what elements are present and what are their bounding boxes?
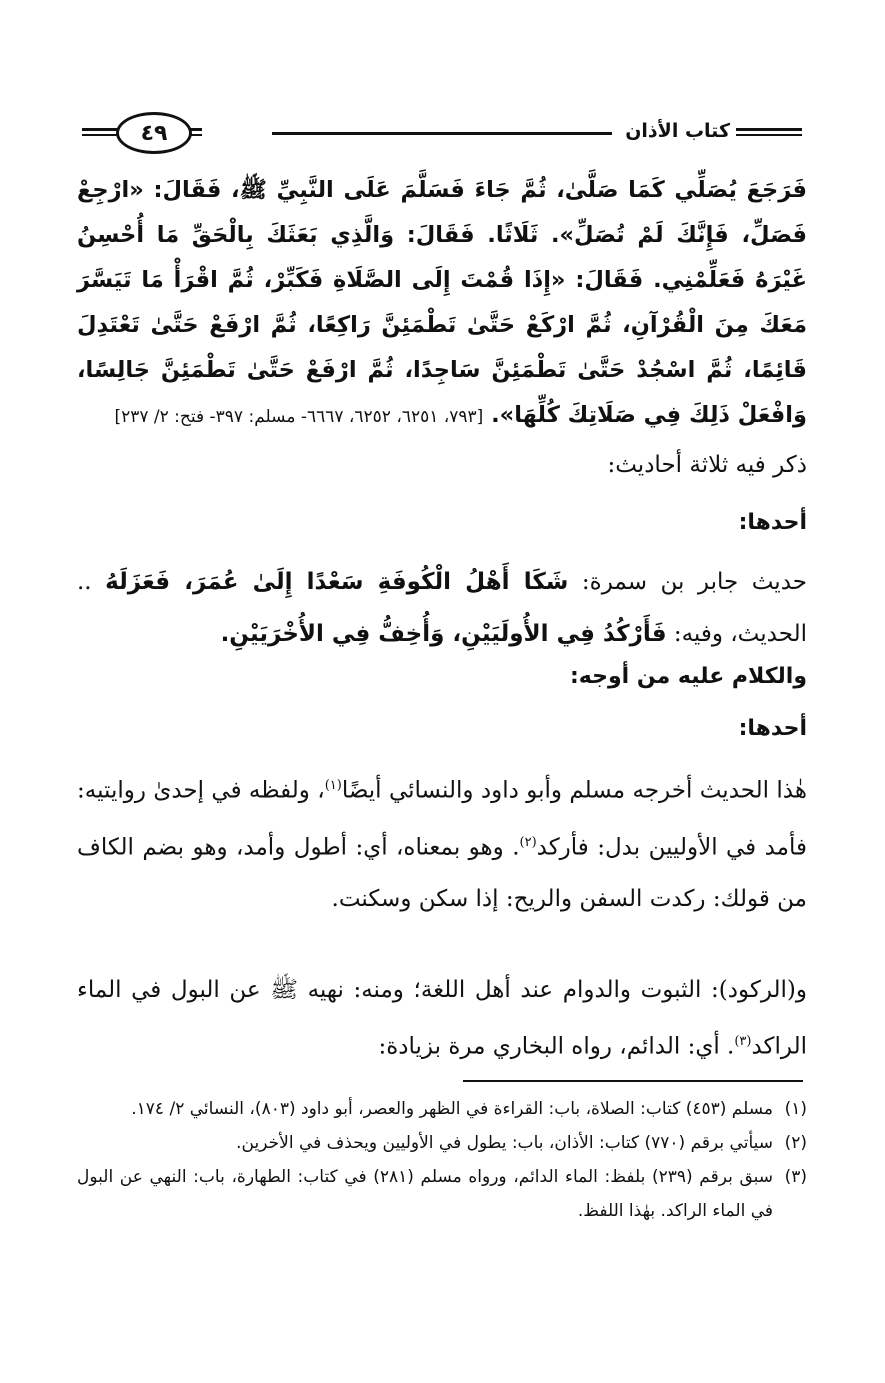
footnote-number: (٢) [784, 1133, 807, 1153]
footnote-item [77, 1126, 807, 1160]
footnote-text: سبق برقم (٢٣٩) بلفظ: الماء الدائم، ورواه مسلم (٢٨١) في كتاب: الطهارة، باب: النهي عن البول في الماء الراكد. بهٰذا اللفظ. [77, 1167, 774, 1221]
hadith-text [77, 168, 807, 440]
rule-line [736, 134, 802, 136]
header-right-rules [736, 128, 802, 139]
footnote-number: (١) [784, 1099, 807, 1119]
aspects-heading: والكلام عليه من أوجه: [569, 664, 807, 689]
hadith-quote: شَكَا أَهْلُ الْكُوفَةِ سَعْدًا إِلَىٰ عُمَرَ، فَعَزَلَهُ [105, 569, 569, 595]
paragraph-text: . أي: الدائم، رواه البخاري مرة بزيادة: [378, 1033, 735, 1060]
footnote-ref[interactable]: (١) [324, 778, 342, 793]
paragraph-text: هٰذا الحديث أخرجه مسلم وأبو داود والنسائي أيضًا [341, 777, 807, 804]
footnote-number: (٣) [784, 1167, 807, 1187]
footnote-divider [463, 1080, 803, 1082]
header-mid-rule [272, 132, 612, 135]
second-label: أحدها: [738, 716, 807, 741]
intro-line: ذكر فيه ثلاثة أحاديث: [607, 452, 807, 478]
hadith-body: فَرَجَعَ يُصَلِّي كَمَا صَلَّىٰ، ثُمَّ جَاءَ فَسَلَّمَ عَلَى النَّبِيِّ ﷺ، فَقَالَ: «ارْجِعْ فَصَلِّ، فَإِنَّكَ لَمْ تُصَلِّ». ثَلَاثًا. فَقَالَ: وَالَّذِي بَعَثَكَ بِالْحَقِّ مَا أُحْسِنُ غَيْرَهُ فَعَلِّمْنِي. فَقَالَ: «إِذَا قُمْتَ إِلَى الصَّلَاةِ فَكَبِّرْ، ثُمَّ اقْرَأْ مَا تَيَسَّرَ مَعَكَ مِنَ الْقُرْآنِ، ثُمَّ ارْكَعْ حَتَّىٰ تَطْمَئِنَّ رَاكِعًا، ثُمَّ ارْفَعْ حَتَّىٰ تَعْتَدِلَ قَائِمًا، ثُمَّ اسْجُدْ حَتَّىٰ تَطْمَئِنَّ سَاجِدًا، ثُمَّ ارْفَعْ حَتَّىٰ تَطْمَئِنَّ جَالِسًا، وَافْعَلْ ذَلِكَ فِي صَلَاتِكَ كُلِّهَا». [77, 177, 807, 428]
footnote-text: مسلم (٤٥٣) كتاب: الصلاة، باب: القراءة في الظهر والعصر، أبو داود (٨٠٣)، النسائي ٢/ ١٧٤. [131, 1099, 773, 1119]
hadith-reference: [٧٩٣، ٦٢٥١، ٦٢٥٢، ٦٦٦٧- مسلم: ٣٩٧- فتح: ٢/ ٢٣٧] [114, 407, 484, 427]
footnote-ref[interactable]: (٣) [734, 1034, 752, 1049]
paragraph-text: و(الركود): الثبوت والدوام عند أهل اللغة؛ ومنه: نهيه ﷺ عن البول في الماء الراكد [77, 977, 807, 1060]
footnote-item [77, 1160, 807, 1228]
page-header [82, 112, 802, 158]
hadith-continuation: .. الحديث، وفيه: [77, 569, 807, 647]
jabir-hadith-paragraph [77, 556, 807, 660]
footnote-item [77, 1092, 807, 1126]
hadith-quote: فَأَرْكُدُ فِي الأُولَيَيْنِ، وَأُخِفُّ فِي الأُخْرَيَيْنِ. [220, 621, 667, 647]
footnote-text: سيأتي برقم (٧٧٠) كتاب: الأذان، باب: يطول في الأوليين ويحذف في الأخرين. [236, 1133, 773, 1153]
chapter-title: كتاب الأذان [625, 120, 730, 142]
paragraph-two [77, 964, 807, 1073]
paragraph-text: ، ولفظه في إحدىٰ روايتيه: فأمد في الأوليين بدل: فأركد [77, 777, 807, 861]
footnotes [77, 1092, 807, 1228]
paragraph-one [77, 760, 807, 925]
hadith-intro-text: حديث جابر بن سمرة: [568, 569, 808, 595]
page-number: ٤٩ [116, 112, 192, 154]
first-label: أحدها: [738, 510, 807, 535]
rule-line [736, 128, 802, 131]
paragraph-text: . وهو بمعناه، أي: أطول وأمد، وهو بضم الكاف من قولك: ركدت السفن والريح: إذا سكن وسكنت. [77, 834, 807, 913]
footnote-ref[interactable]: (٢) [519, 834, 537, 850]
